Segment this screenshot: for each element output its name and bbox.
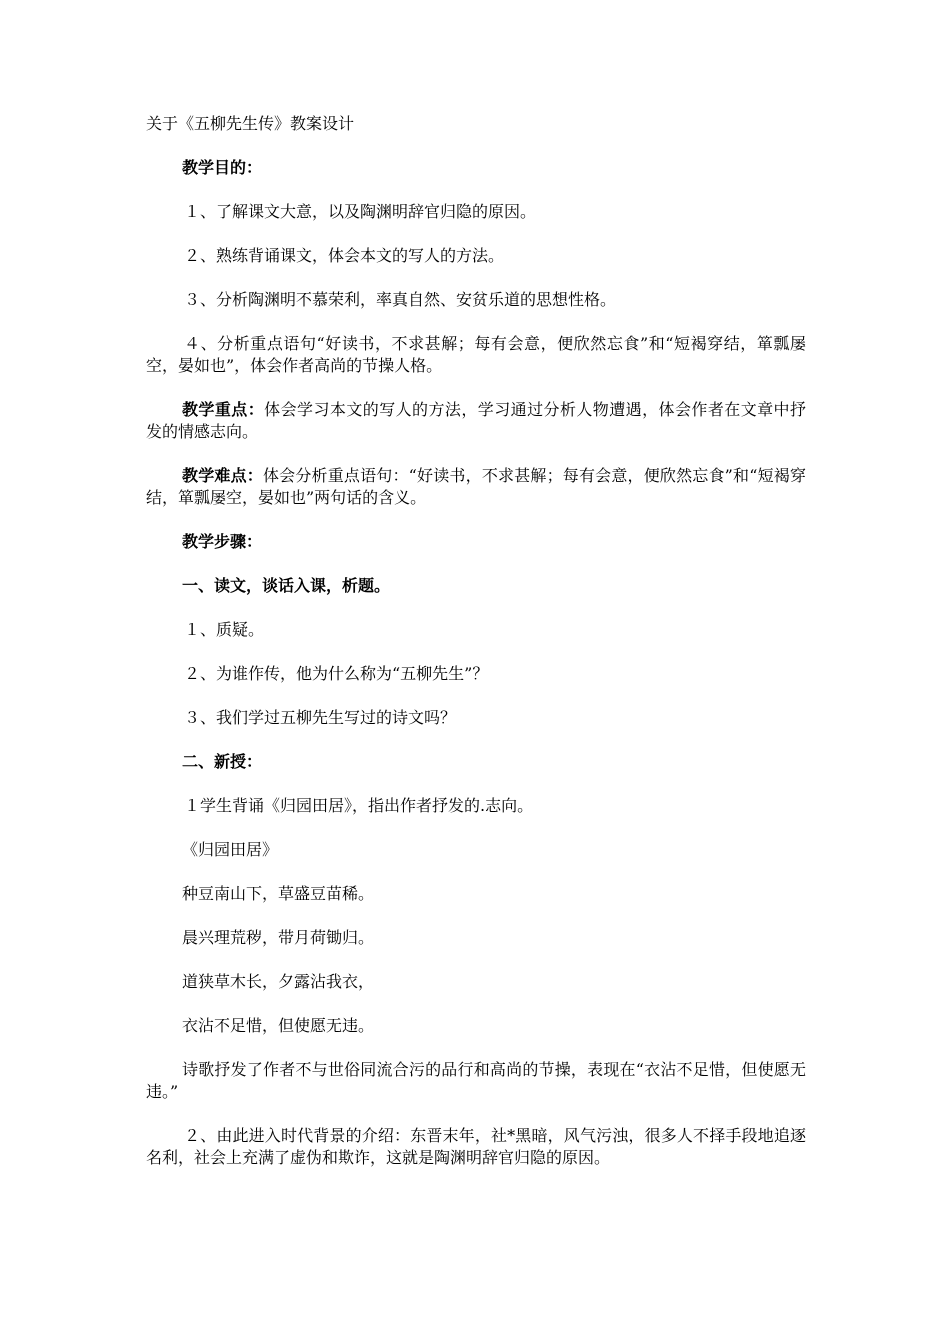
key-point-text: 体会学习本文的写人的方法，学习通过分析人物遭遇，体会作者在文章中抒发的情感志向。: [146, 400, 806, 441]
difficulty-text: 体会分析重点语句：“好读书，不求甚解；每有会意，便欣然忘食”和“短褐穿结，箪瓢屡空，晏如也”两句话的含义。: [146, 466, 806, 507]
poem-line: 种豆南山下，草盛豆苗稀。: [182, 884, 375, 903]
section1-item: ２、为谁作传，他为什么称为“五柳先生”？: [184, 664, 489, 683]
document-title: 关于《五柳先生传》教案设计: [146, 114, 355, 133]
poem-line: 晨兴理荒秽，带月荷锄归。: [182, 928, 375, 947]
steps-heading: 教学步骤：: [182, 532, 263, 551]
poem-line: 衣沾不足惜，但使愿无违。: [182, 1016, 375, 1035]
objectives-heading: 教学目的：: [182, 158, 263, 177]
section1-heading: 一、读文，谈话入课，析题。: [182, 576, 391, 595]
section2-item: １学生背诵《归园田居》，指出作者抒发的.志向。: [184, 796, 534, 815]
poem-comment: 诗歌抒发了作者不与世俗同流合污的品行和高尚的节操，表现在“衣沾不足惜，但使愿无违。”: [146, 1060, 806, 1101]
section2-item: ２、由此进入时代背景的介绍：东晋末年，社*黑暗，风气污浊，很多人不择手段地追逐名利，社会上充满了虚伪和欺诈，这就是陶渊明辞官归隐的原因。: [146, 1126, 806, 1167]
poem-line: 道狭草木长，夕露沾我衣，: [182, 972, 375, 991]
section1-item: ３、我们学过五柳先生写过的诗文吗？: [184, 708, 457, 727]
key-point-paragraph: [146, 399, 806, 443]
objective-item: ３、分析陶渊明不慕荣利，率真自然、安贫乐道的思想性格。: [184, 290, 617, 309]
difficulty-label: 教学难点：: [182, 466, 263, 485]
objective-item: ４、分析重点语句“好读书，不求甚解；每有会意，便欣然忘食”和“短褐穿结，箪瓢屡空，晏如也”，体会作者高尚的节操人格。: [146, 334, 806, 375]
objective-item: ２、熟练背诵课文，体会本文的写人的方法。: [184, 246, 505, 265]
document-body: [146, 113, 806, 1191]
poem-title: 《归园田居》: [182, 840, 279, 859]
key-point-label: 教学重点：: [182, 400, 265, 419]
section1-item: １、质疑。: [184, 620, 265, 639]
section2-heading: 二、新授：: [182, 752, 263, 771]
difficulty-paragraph: [146, 465, 806, 509]
objective-item: １、了解课文大意，以及陶渊明辞官归隐的原因。: [184, 202, 537, 221]
